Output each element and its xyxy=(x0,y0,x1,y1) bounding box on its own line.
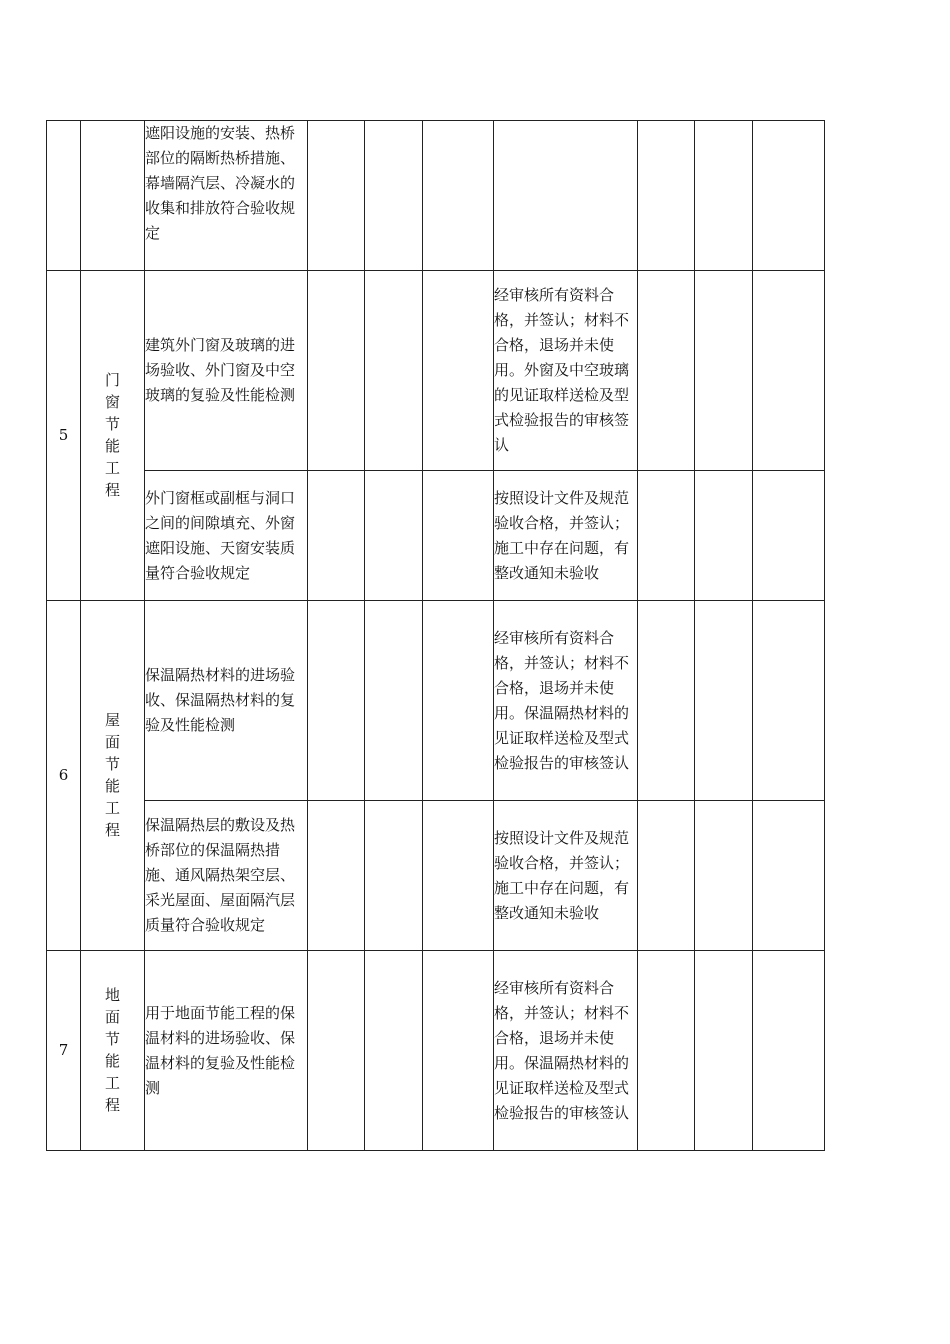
blank-cell xyxy=(308,121,365,271)
blank-cell xyxy=(423,271,494,471)
blank-cell xyxy=(638,601,695,801)
item-description: 外门窗框或副框与洞口之间的间隙填充、外窗遮阳设施、天窗安装质量符合验收规定 xyxy=(145,471,308,601)
review-result: 经审核所有资料合格，并签认；材料不合格，退场并未使用。保温隔热材料的见证取样送检及型式检验报告的审核签认 xyxy=(494,601,638,801)
table-row xyxy=(47,951,825,1151)
blank-cell xyxy=(423,801,494,951)
blank-cell xyxy=(365,951,423,1151)
blank-cell xyxy=(753,471,825,601)
item-description: 建筑外门窗及玻璃的进场验收、外门窗及中空玻璃的复验及性能检测 xyxy=(145,271,308,471)
table-row xyxy=(47,271,825,471)
blank-cell xyxy=(365,121,423,271)
blank-cell xyxy=(753,271,825,471)
blank-cell xyxy=(638,271,695,471)
blank-cell xyxy=(308,801,365,951)
blank-cell xyxy=(695,271,753,471)
no-cell xyxy=(47,121,81,271)
blank-cell xyxy=(638,471,695,601)
blank-cell xyxy=(308,271,365,471)
blank-cell xyxy=(638,121,695,271)
category-cell xyxy=(81,121,145,271)
blank-cell xyxy=(365,801,423,951)
review-result: 经审核所有资料合格，并签认；材料不合格，退场并未使用。外窗及中空玻璃的见证取样送检及型式检验报告的审核签认 xyxy=(494,271,638,471)
blank-cell xyxy=(308,471,365,601)
blank-cell xyxy=(365,471,423,601)
category-name: 门窗节能工程 xyxy=(81,271,145,601)
blank-cell xyxy=(423,471,494,601)
table-row xyxy=(47,601,825,801)
blank-cell xyxy=(753,601,825,801)
review-result: 经审核所有资料合格，并签认；材料不合格，退场并未使用。保温隔热材料的见证取样送检及型式检验报告的审核签认 xyxy=(494,951,638,1151)
item-description: 保温隔热材料的进场验收、保温隔热材料的复验及性能检测 xyxy=(145,601,308,801)
review-result xyxy=(494,121,638,271)
blank-cell xyxy=(695,951,753,1151)
blank-cell xyxy=(308,951,365,1151)
table-row xyxy=(47,471,825,601)
item-description: 用于地面节能工程的保温材料的进场验收、保温材料的复验及性能检测 xyxy=(145,951,308,1151)
blank-cell xyxy=(638,951,695,1151)
blank-cell xyxy=(423,121,494,271)
category-name: 屋面节能工程 xyxy=(81,601,145,951)
blank-cell xyxy=(365,271,423,471)
blank-cell xyxy=(423,601,494,801)
row-number: 7 xyxy=(47,951,81,1151)
review-result: 按照设计文件及规范验收合格，并签认；施工中存在问题，有整改通知未验收 xyxy=(494,801,638,951)
review-result: 按照设计文件及规范验收合格，并签认；施工中存在问题，有整改通知未验收 xyxy=(494,471,638,601)
item-description: 保温隔热层的敷设及热桥部位的保温隔热措施、通风隔热架空层、采光屋面、屋面隔汽层质量符合验收规定 xyxy=(145,801,308,951)
blank-cell xyxy=(695,601,753,801)
table-row xyxy=(47,801,825,951)
blank-cell xyxy=(695,121,753,271)
blank-cell xyxy=(423,951,494,1151)
category-name: 地面节能工程 xyxy=(81,951,145,1151)
item-description: 遮阳设施的安装、热桥部位的隔断热桥措施、幕墙隔汽层、冷凝水的收集和排放符合验收规定 xyxy=(145,121,308,271)
blank-cell xyxy=(695,471,753,601)
blank-cell xyxy=(753,951,825,1151)
table-row xyxy=(47,121,825,271)
blank-cell xyxy=(638,801,695,951)
blank-cell xyxy=(695,801,753,951)
inspection-table xyxy=(46,120,825,1151)
row-number: 5 xyxy=(47,271,81,601)
row-number: 6 xyxy=(47,601,81,951)
blank-cell xyxy=(753,801,825,951)
blank-cell xyxy=(365,601,423,801)
blank-cell xyxy=(308,601,365,801)
blank-cell xyxy=(753,121,825,271)
